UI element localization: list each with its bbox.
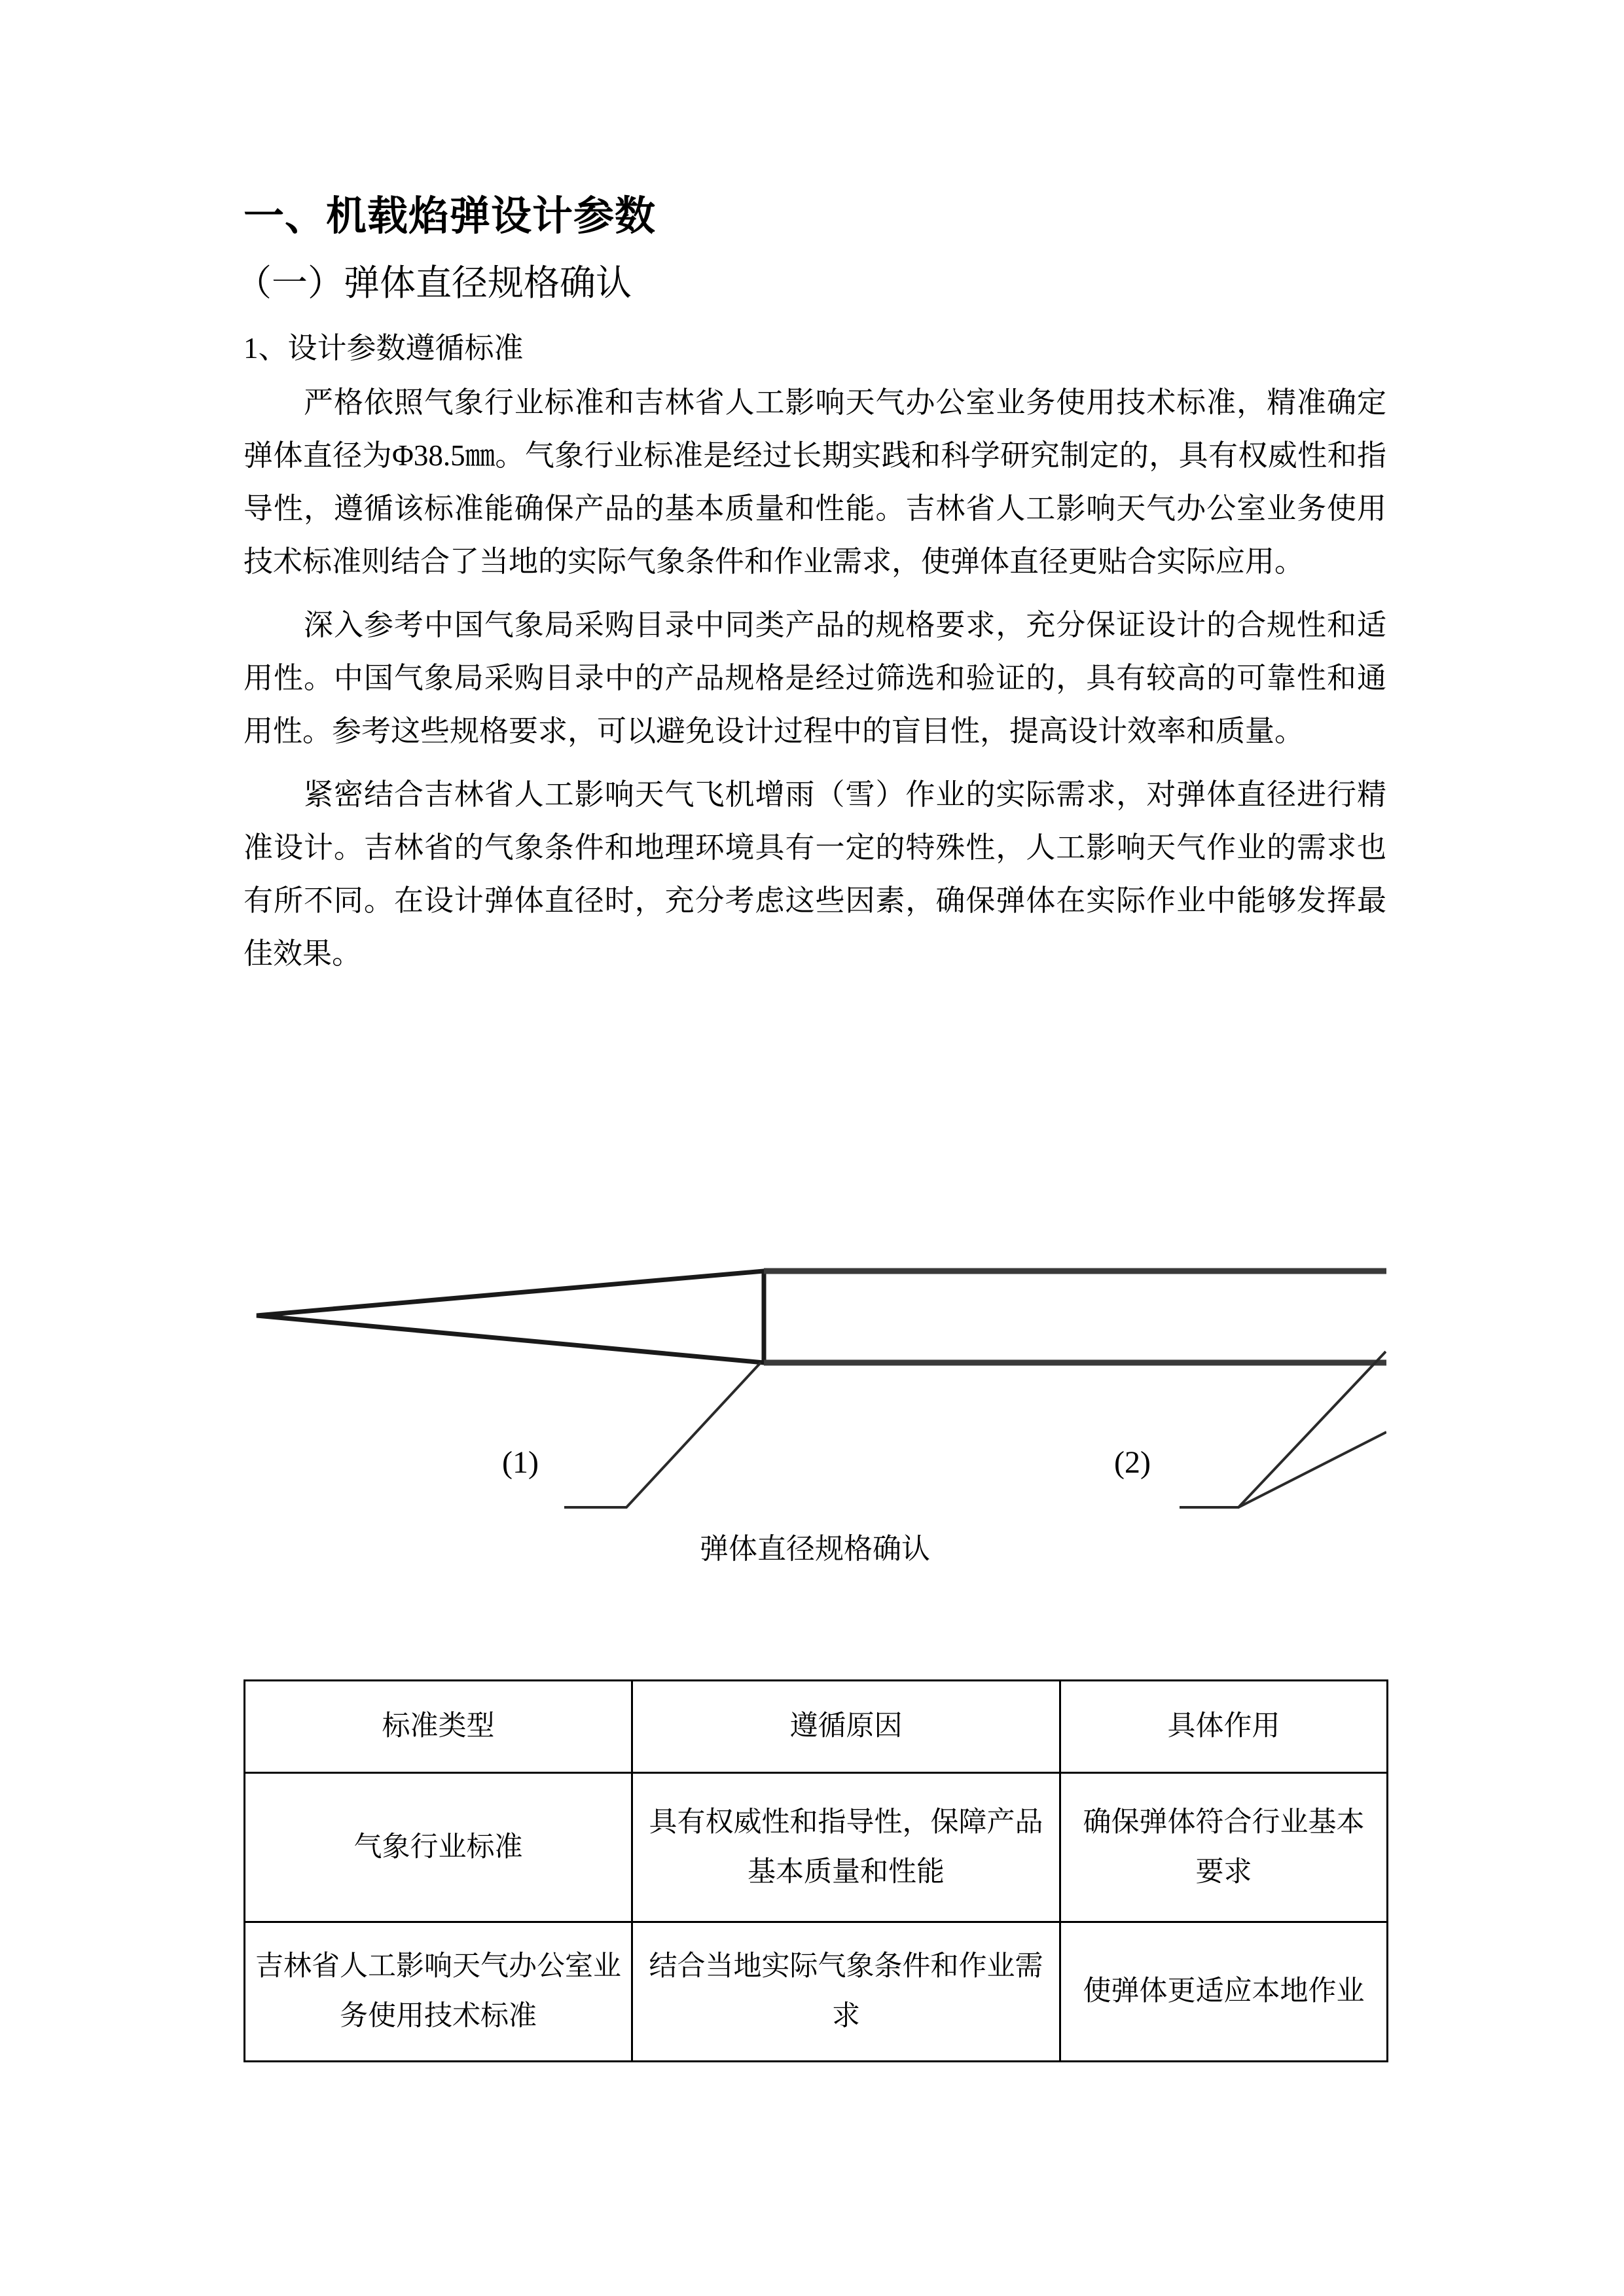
table-header-cell: 遵循原因 [632,1681,1060,1773]
nose-cone-outline [257,1271,764,1363]
callout-2-leader-line-secondary [1180,1432,1386,1507]
table-header-cell: 标准类型 [245,1681,632,1773]
table-cell-effect: 使弹体更适应本地作业 [1060,1922,1388,2062]
paragraph: 深入参考中国气象局采购目录中同类产品的规格要求，充分保证设计的合规性和适用性。中国气象局采购目录中的产品规格是经过筛选和验证的，具有较高的可靠性和通用性。参考这些规格要求，可以避免设计过程中的盲目性，提高设计效率和质量。 [244,609,1386,747]
paragraph: 紧密结合吉林省人工影响天气飞机增雨（雪）作业的实际需求，对弹体直径进行精准设计。吉林省的气象条件和地理环境具有一定的特殊性，人工影响天气作业的需求也有所不同。在设计弹体直径时，充分考虑这些因素，确保弹体在实际作业中能够发挥最佳效果。 [244,778,1386,970]
technical-figure [244,1247,1386,1567]
table-header-cell: 具体作用 [1060,1681,1388,1773]
flare-body-drawing [244,1247,1386,1528]
table-header-row [245,1681,1388,1773]
paragraph: 严格依照气象行业标准和吉林省人工影响天气办公室业务使用技术标准，精准确定弹体直径为Φ38.5㎜。气象行业标准是经过长期实践和科学研究制定的，具有权威性和指导性，遵循该标准能确保产品的基本质量和性能。吉林省人工影响天气办公室业务使用技术标准则结合了当地的实际气象条件和作业需求，使弹体直径更贴合实际应用。 [244,386,1386,578]
callout-1-label: (1) [502,1445,539,1480]
table-cell-standard-type: 气象行业标准 [245,1773,632,1922]
callout-1-leader-line [564,1363,761,1507]
standards-table [244,1679,1388,2062]
table-cell-standard-type: 吉林省人工影响天气办公室业务使用技术标准 [245,1922,632,2062]
table-cell-effect: 确保弹体符合行业基本要求 [1060,1773,1388,1922]
standards-table-wrapper [244,1679,1386,2062]
body-text-block [244,376,1386,991]
table-cell-reason: 结合当地实际气象条件和作业需求 [632,1922,1060,2062]
table-cell-reason: 具有权威性和指导性，保障产品基本质量和性能 [632,1773,1060,1922]
numbered-item-label: 1、设计参数遵循标准 [244,332,524,365]
figure-caption: 弹体直径规格确认 [700,1533,930,1565]
table-row [245,1773,1388,1922]
page-title: 一、机载焰弹设计参数 [244,194,657,239]
section-subtitle: （一）弹体直径规格确认 [236,263,632,303]
table-row [245,1922,1388,2062]
callout-2-label: (2) [1114,1445,1151,1480]
